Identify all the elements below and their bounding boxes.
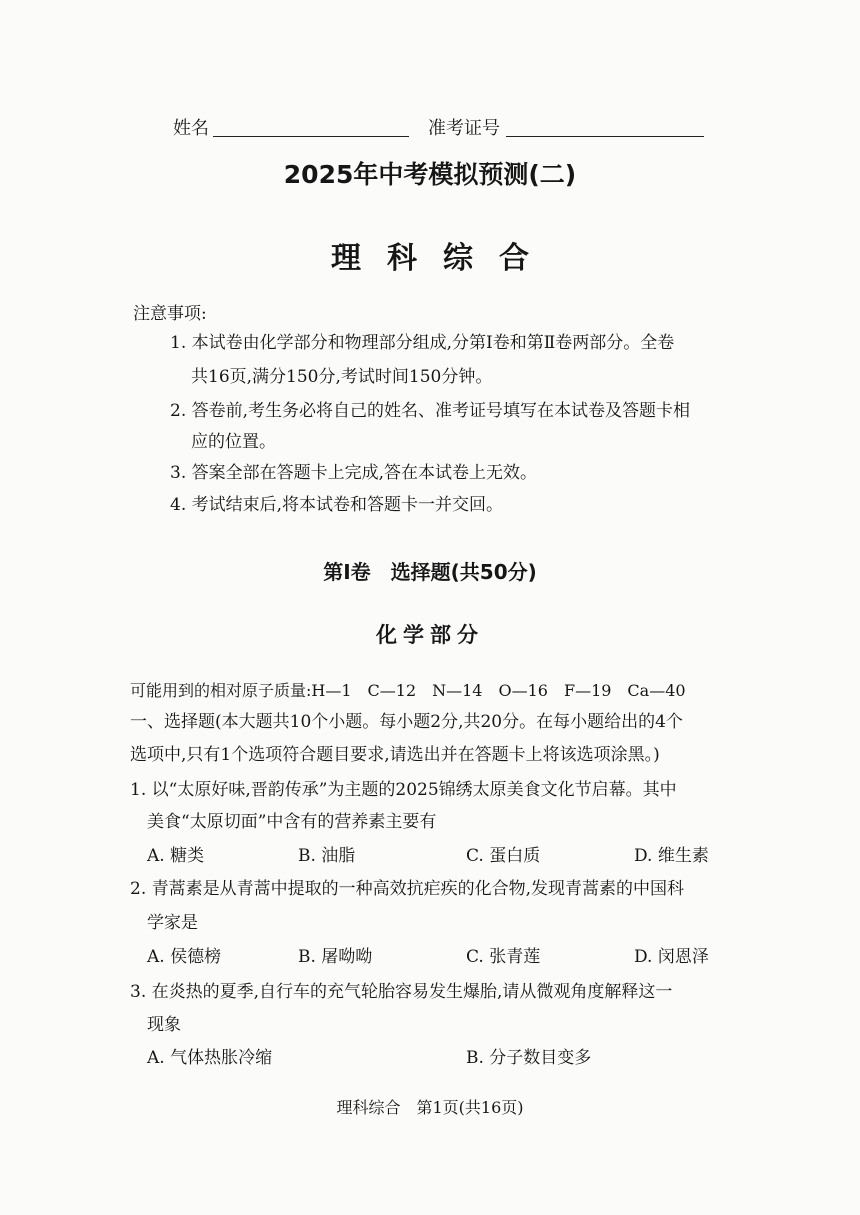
option-b: B. 屠呦呦 [298,947,373,967]
option-a: A. 侯德榜 [147,947,222,967]
question-3: 3. 在炎热的夏季,自行车的充气轮胎容易发生爆胎,请从微观角度解释这一 [130,982,673,1002]
question-1-continued: 美食“太原切面”中含有的营养素主要有 [147,812,437,832]
part-heading: 化学部分 [376,623,484,647]
option-d: D. 维生素 [634,846,709,866]
section-heading: 第Ⅰ卷 选择题(共50分) [323,560,537,584]
option-d: D. 闵恩泽 [634,947,709,967]
note-item: 3. 答案全部在答题卡上完成,答在本试卷上无效。 [170,463,538,483]
subject-title: 理科综合 [331,241,555,276]
option-b: B. 分子数目变多 [466,1048,592,1068]
option-b: B. 油脂 [298,846,356,866]
exam-title: 2025年中考模拟预测(二) [283,160,577,189]
note-item: 1. 本试卷由化学部分和物理部分组成,分第Ⅰ卷和第Ⅱ卷两部分。全卷 [170,333,675,353]
exam-id-label: 准考证号 [428,118,500,139]
note-item: 2. 答卷前,考生务必将自己的姓名、准考证号填写在本试卷及答题卡相 [170,401,691,421]
notes-heading: 注意事项: [133,304,207,324]
name-label: 姓名 [173,118,209,139]
question-1: 1. 以“太原好味,晋韵传承”为主题的2025锦绣太原美食文化节启幕。其中 [130,780,677,800]
question-2: 2. 青蒿素是从青蒿中提取的一种高效抗疟疾的化合物,发现青蒿素的中国科 [130,879,685,899]
note-item-continued: 共16页,满分150分,考试时间150分钟。 [191,367,493,387]
note-item: 4. 考试结束后,将本试卷和答题卡一并交回。 [170,495,504,515]
page-footer: 理科综合 第1页(共16页) [336,1098,524,1117]
exam-id-blank-line [506,120,704,137]
option-a: A. 糖类 [147,846,205,866]
option-c: C. 张青莲 [466,947,541,967]
instruction-line: 一、选择题(本大题共10个小题。每小题2分,共20分。在每小题给出的4个 [130,712,683,732]
name-blank-line [213,120,409,137]
option-c: C. 蛋白质 [466,846,541,866]
question-2-continued: 学家是 [147,913,198,933]
note-item-continued: 应的位置。 [191,432,276,452]
option-a: A. 气体热胀冷缩 [147,1048,273,1068]
atomic-masses: 可能用到的相对原子质量:H—1 C—12 N—14 O—16 F—19 Ca—40 [130,681,686,700]
question-3-continued: 现象 [147,1015,181,1035]
instruction-line: 选项中,只有1个选项符合题目要求,请选出并在答题卡上将该选项涂黑。) [130,745,660,765]
